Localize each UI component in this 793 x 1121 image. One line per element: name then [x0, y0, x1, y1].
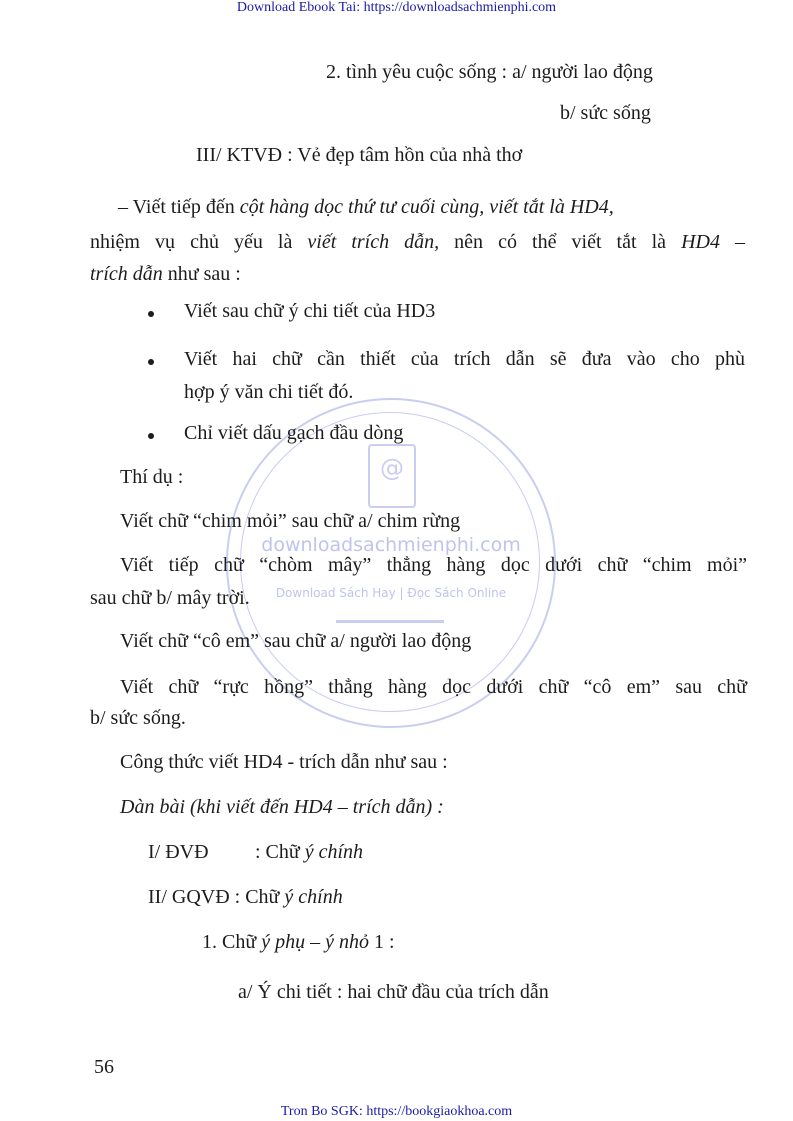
example-label: Thí dụ : [120, 466, 184, 488]
outline-heading [120, 795, 444, 819]
outline-subitem-1 [202, 930, 395, 954]
bullet-icon [148, 433, 154, 439]
bullet-item-2-line-1: Viết hai chữ cần thiết của trích dẫn sẽ đưa vào cho phù [184, 348, 745, 370]
at-sign-icon: @ [380, 454, 404, 482]
text-run-italic: HD4 – [681, 231, 745, 253]
watermark-bar [336, 620, 444, 623]
watermark-site: downloadsachmienphi.com [261, 534, 521, 556]
text-run-italic: ý chính [304, 841, 364, 863]
outline-line-2b: b/ sức sống [560, 102, 651, 124]
example-line-2a: Viết tiếp chữ “chòm mây” thẳng hàng dọc dưới chữ “chim mỏi” [120, 554, 747, 576]
outline-line-2: 2. tình yêu cuộc sống : a/ người lao động [326, 61, 653, 83]
text-run-italic: viết trích dẫn, [307, 231, 440, 253]
outline-item-dvd-value [255, 840, 363, 864]
paragraph-line-2 [90, 230, 745, 254]
bullet-icon [148, 311, 154, 317]
watermark-tagline: Download Sách Hay | Đọc Sách Online [275, 586, 507, 600]
text-run: – Viết tiếp đến [118, 196, 240, 218]
text-run: 1. Chữ [202, 931, 262, 953]
example-line-3: Viết chữ “cô em” sau chữ a/ người lao động [120, 630, 472, 652]
outline-subitem-1a: a/ Ý chi tiết : hai chữ đầu của trích dẫn [238, 981, 549, 1003]
text-run-italic: Dàn bài (khi viết đến HD4 – trích dẫn) : [120, 796, 444, 818]
header-download-link[interactable]: Download Ebook Tai: https://downloadsachmienphi.com [236, 0, 557, 15]
bullet-item-3: Chỉ viết dấu gạch đầu dòng [184, 422, 404, 444]
text-run: nên có thể viết tắt là [439, 231, 682, 253]
bullet-icon [148, 359, 154, 365]
page-number: 56 [94, 1056, 114, 1078]
example-line-1: Viết chữ “chim mỏi” sau chữ a/ chim rừng [120, 510, 461, 532]
text-run: II/ GQVĐ : Chữ [148, 886, 285, 908]
text-run: : Chữ [255, 841, 305, 863]
outline-line-3: III/ KTVĐ : Vẻ đẹp tâm hồn của nhà thơ [196, 144, 523, 166]
example-line-4a: Viết chữ “rực hồng” thẳng hàng dọc dưới chữ “cô em” sau chữ [120, 676, 747, 698]
footer-sgk-link[interactable]: Tron Bo SGK: https://bookgiaokhoa.com [280, 1104, 513, 1119]
bullet-item-2-line-2: hợp ý văn chi tiết đó. [184, 381, 354, 403]
text-run-italic: cột hàng dọc thứ tư cuối cùng, viết tắt là HD4, [239, 196, 614, 218]
text-run-italic: ý chính [284, 886, 343, 908]
formula-intro: Công thức viết HD4 - trích dẫn như sau : [120, 751, 448, 773]
book-at-icon [368, 444, 416, 508]
text-run: như sau : [162, 263, 241, 285]
outline-item-gqvd [148, 885, 343, 909]
paragraph-line-1 [118, 195, 614, 219]
paragraph-line-3 [90, 262, 241, 286]
example-line-4b: b/ sức sống. [90, 707, 186, 729]
text-run-italic: ý phụ – ý nhỏ [261, 931, 369, 953]
text-run: 1 : [368, 931, 395, 953]
text-run: nhiệm vụ chủ yếu là [90, 231, 308, 253]
example-line-2b: sau chữ b/ mây trời. [90, 587, 250, 609]
text-run-italic: trích dẫn [90, 263, 163, 285]
bullet-item-1: Viết sau chữ ý chi tiết của HD3 [184, 300, 436, 322]
outline-item-dvd-label: I/ ĐVĐ [148, 841, 209, 863]
